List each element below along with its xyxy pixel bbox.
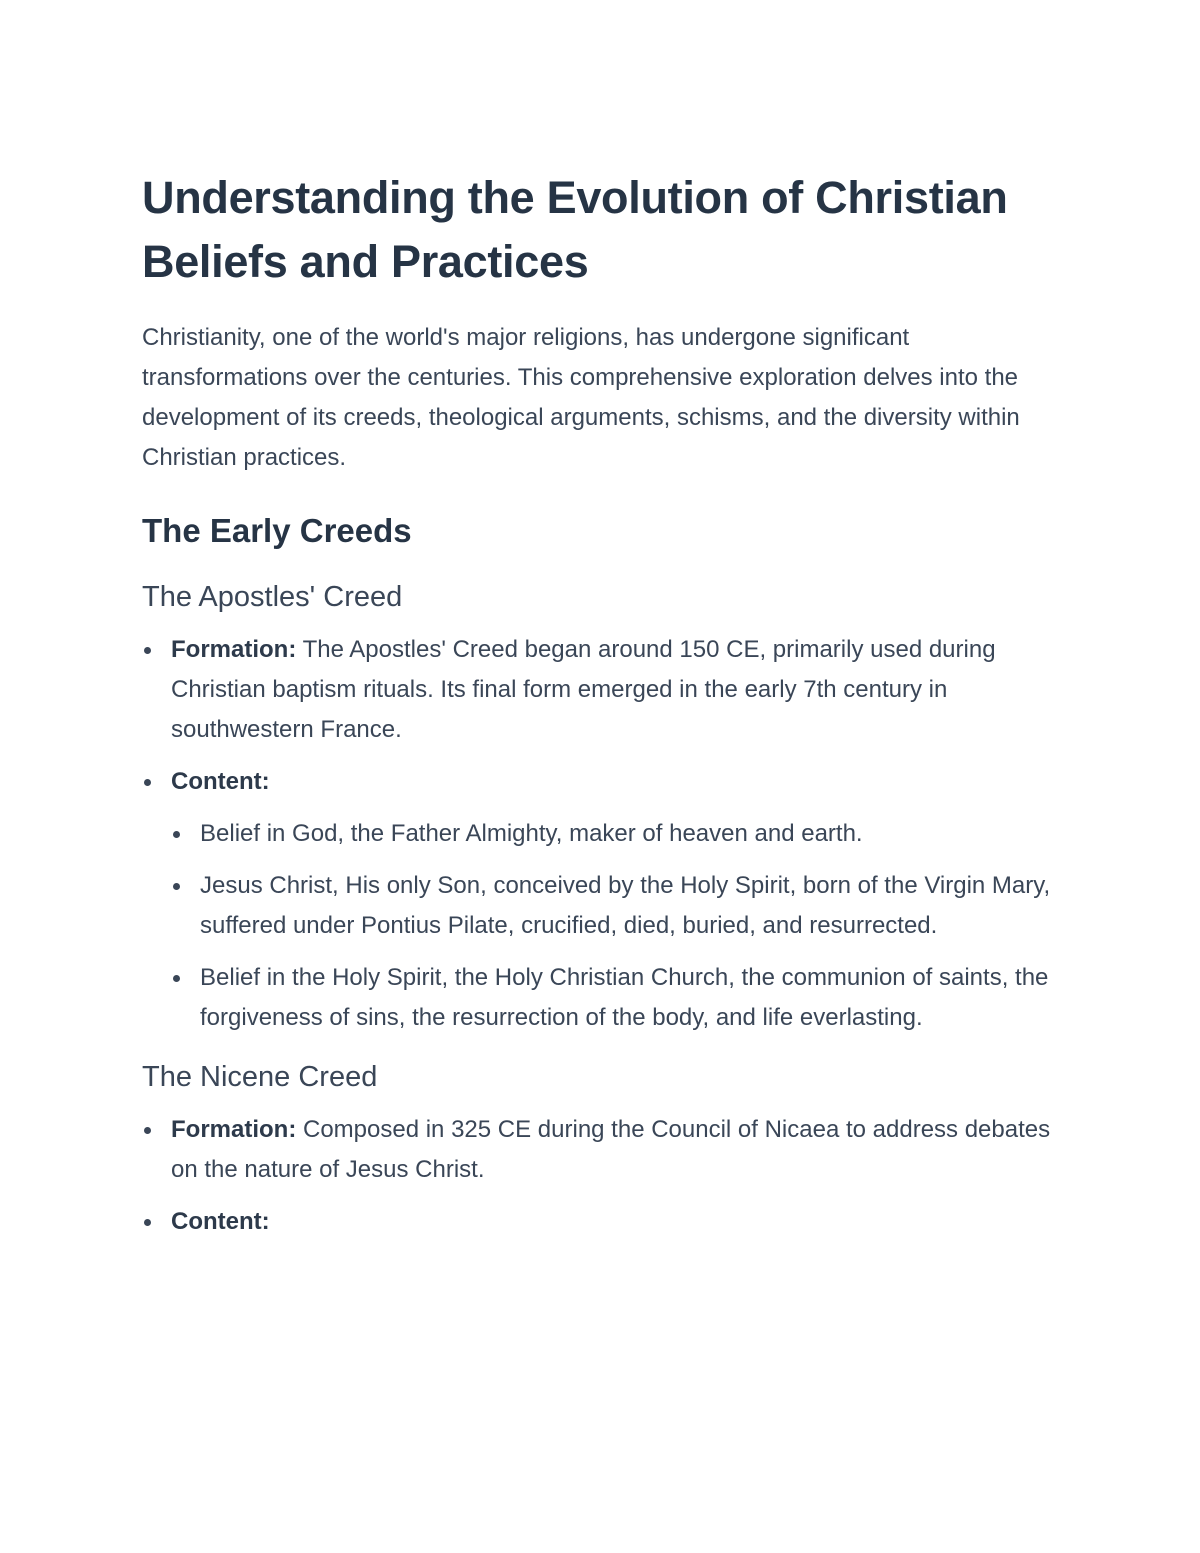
apostles-creed-list — [142, 630, 1072, 1038]
nicene-creed-list — [142, 1110, 1072, 1242]
content-label: Content: — [171, 1208, 270, 1235]
formation-text: The Apostles' Creed began around 150 CE, primarily used during Christian baptism rituals. Its final form emerged in the early 7th century in southwestern France. — [171, 636, 996, 743]
subheading-nicene-creed: The Nicene Creed — [142, 1061, 378, 1093]
sublist-item: Jesus Christ, His only Son, conceived by the Holy Spirit, born of the Virgin Mary, suffered under Pontius Pilate, crucified, died, buried, and resurrected. — [171, 866, 1072, 946]
formation-label: Formation: — [171, 1116, 297, 1143]
content-sublist — [171, 814, 1072, 1038]
formation-text: Composed in 325 CE during the Council of Nicaea to address debates on the nature of Jesus Christ. — [171, 1116, 1051, 1183]
list-item-content — [142, 1202, 1072, 1242]
subheading-apostles-creed: The Apostles' Creed — [142, 581, 403, 613]
list-item-formation — [142, 1110, 1072, 1190]
sublist-item: Belief in the Holy Spirit, the Holy Christian Church, the communion of saints, the forgiveness of sins, the resurrection of the body, and life everlasting. — [171, 958, 1072, 1038]
list-item-content — [142, 762, 1072, 1038]
content-label: Content: — [171, 768, 270, 795]
section-heading-early-creeds: The Early Creeds — [142, 512, 412, 549]
list-item-formation — [142, 630, 1072, 750]
document-title: Understanding the Evolution of Christian Beliefs and Practices — [142, 172, 1008, 287]
document-page — [142, 166, 1072, 1254]
sublist-item: Belief in God, the Father Almighty, maker of heaven and earth. — [171, 814, 1072, 854]
intro-paragraph: Christianity, one of the world's major religions, has undergone significant transformations over the centuries. This comprehensive exploration delves into the development of its creeds, theological arguments, schisms, and the diversity within Christian practices. — [142, 324, 1020, 471]
formation-label: Formation: — [171, 636, 297, 663]
